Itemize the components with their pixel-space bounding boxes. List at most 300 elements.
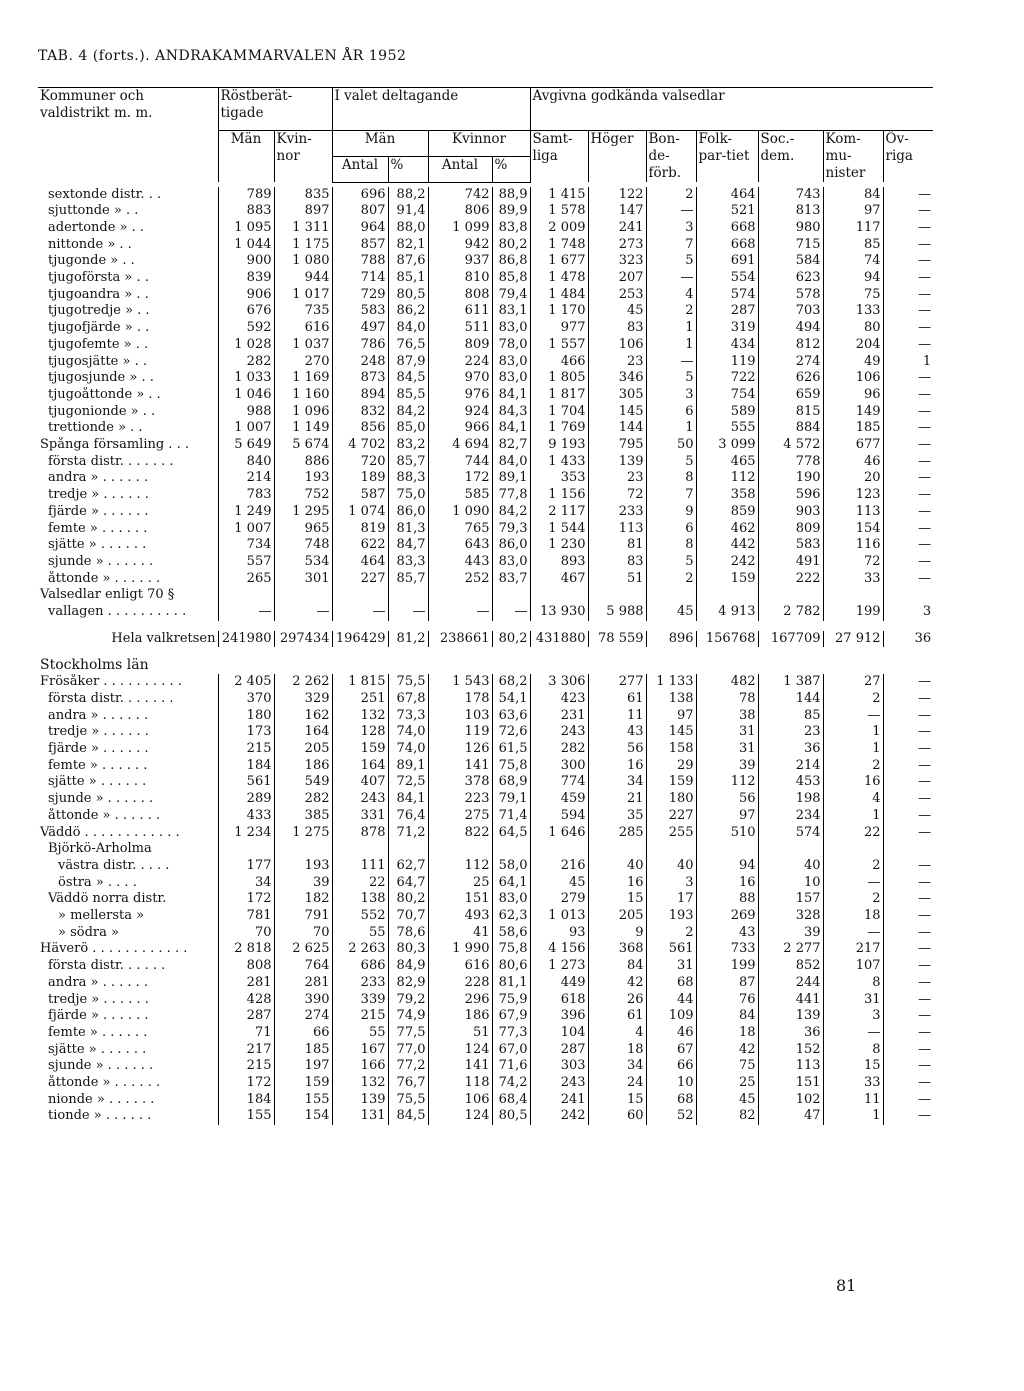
table-cell: 886 [274,454,332,471]
table-cell: 942 [428,237,492,254]
table-cell: 301 [274,571,332,588]
table-row [38,992,933,1009]
table-row [38,741,933,758]
table-cell: 83,0 [492,891,530,908]
table-cell: 83,0 [492,320,530,337]
table-cell: 677 [823,437,883,454]
row-label: fjärde » . . . . . . [48,503,149,519]
table-cell: 178 [428,691,492,708]
table-cell: 172 [428,470,492,487]
table-row [38,370,933,387]
table-cell: 594 [530,808,588,825]
table-cell: 83 [588,554,646,571]
table-cell: 15 [588,1092,646,1109]
table-cell: 46 [646,1025,696,1042]
table-cell: 832 [332,404,388,421]
table-cell: 89,1 [388,758,428,775]
table-cell: 733 [696,941,758,958]
table-cell: 5 [646,253,696,270]
table-cell: 241 [588,220,646,237]
row-label: tjugonde » . . [48,253,135,269]
table-row [38,1092,933,1109]
table-cell: 840 [218,454,274,471]
table-cell: — [492,604,530,621]
table-cell: 83,8 [492,220,530,237]
table-cell: 2 625 [274,941,332,958]
table-cell: 106 [823,370,883,387]
table-cell: 287 [696,303,758,320]
table-cell: 897 [274,203,332,220]
table-cell: 85,7 [388,454,428,471]
table-cell: 297434 [274,631,332,648]
table-cell: 2 782 [758,604,823,621]
table-cell: 113 [588,521,646,538]
table-cell: 9 [646,504,696,521]
table-cell: 431880 [530,631,588,648]
row-label: första distr. . . . . . . [48,453,174,469]
table-cell: 84 [588,958,646,975]
table-cell: 36 [758,1025,823,1042]
table-cell: 578 [758,287,823,304]
table-cell: — [883,253,933,270]
table-cell: — [883,270,933,287]
table-cell: 552 [332,908,388,925]
table-row [38,387,933,404]
table-cell: 117 [823,220,883,237]
table-row [38,1042,933,1059]
table-cell: 243 [332,791,388,808]
table-row [38,420,933,437]
table-cell: — [646,203,696,220]
table-cell: — [823,1025,883,1042]
table-cell: — [883,875,933,892]
table-cell: 1 249 [218,504,274,521]
table-cell: 132 [332,1075,388,1092]
table-cell: 88,3 [388,470,428,487]
table-cell: 63,6 [492,708,530,725]
table-cell: 107 [823,958,883,975]
table-cell: 55 [332,925,388,942]
table-cell: 84,3 [492,404,530,421]
table-row [38,220,933,237]
row-label: tjugosjätte » . . [48,353,147,369]
table-cell: 113 [823,504,883,521]
table-cell: 83,0 [492,370,530,387]
row-label: tjugotredje » . . [48,303,150,319]
table-cell: 164 [332,758,388,775]
table-cell: 118 [428,1075,492,1092]
table-cell: 453 [758,774,823,791]
row-label: sextonde distr. . . [48,186,162,202]
table-cell: 2 262 [274,674,332,691]
table-cell: 198 [758,791,823,808]
table-cell: 287 [530,1042,588,1059]
table-cell: 138 [646,691,696,708]
table-cell: 1 [646,337,696,354]
table-cell: 10 [646,1075,696,1092]
table-cell: 82 [696,1108,758,1125]
table-row [38,437,933,454]
table-cell: — [883,1008,933,1025]
table-cell: 3 [883,604,933,621]
table-cell: 207 [588,270,646,287]
table-cell: 1 160 [274,387,332,404]
table-cell: — [883,487,933,504]
table-cell: 407 [332,774,388,791]
table-cell: 434 [696,337,758,354]
table-cell: 97 [696,808,758,825]
table-cell: 16 [696,875,758,892]
table-cell: 102 [758,1092,823,1109]
table-cell: 900 [218,253,274,270]
table-cell: 173 [218,724,274,741]
table-cell: 734 [218,537,274,554]
table-cell: 88,2 [388,187,428,204]
table-cell: 585 [428,487,492,504]
table-cell: 1 275 [274,825,332,842]
table-cell: 852 [758,958,823,975]
table-row [38,487,933,504]
table-cell: 80,6 [492,958,530,975]
table-cell [758,587,823,604]
table-cell: 84 [696,1008,758,1025]
table-cell: 58,0 [492,858,530,875]
table-cell: 70 [274,925,332,942]
table-cell: 1 805 [530,370,588,387]
table-cell: 167709 [758,631,823,648]
table-cell: 164 [274,724,332,741]
table-cell: 554 [696,270,758,287]
table-cell: 50 [646,437,696,454]
header-avgivna: Avgivna godkända valsedlar [530,88,933,131]
row-label: andra » . . . . . . [48,974,149,990]
table-cell: 791 [274,908,332,925]
table-cell: 813 [758,203,823,220]
table-cell: 80,2 [492,237,530,254]
table-cell: 86,0 [388,504,428,521]
table-cell: 64,5 [492,825,530,842]
table-row [38,657,933,674]
table-row [38,404,933,421]
table-cell: 78,6 [388,925,428,942]
table-cell: 686 [332,958,388,975]
table-cell: 4 156 [530,941,588,958]
table-cell: 965 [274,521,332,538]
table-cell: 2 [823,858,883,875]
table-cell: 277 [588,674,646,691]
table-cell: 720 [332,454,388,471]
table-cell: 141 [428,1058,492,1075]
table-cell: 980 [758,220,823,237]
table-row [38,891,933,908]
table-row [38,587,933,604]
table-cell: — [883,437,933,454]
table-cell: 616 [428,958,492,975]
table-cell: 227 [332,571,388,588]
table-row [38,303,933,320]
table-cell: 815 [758,404,823,421]
table-cell: 765 [428,521,492,538]
table-cell: 49 [823,354,883,371]
table-cell: 80 [823,320,883,337]
table-cell: 893 [530,554,588,571]
table-cell: 703 [758,303,823,320]
row-label: fjärde » . . . . . . [48,1008,149,1024]
row-label: » södra » [58,924,119,940]
row-label: sjunde » . . . . . . [48,553,154,569]
table-cell: 241 [530,1092,588,1109]
table-cell: 1 748 [530,237,588,254]
table-cell: 1 149 [274,420,332,437]
table-row [38,631,933,648]
row-label: nittonde » . . [48,236,132,252]
table-cell: 561 [218,774,274,791]
table-cell: — [883,992,933,1009]
table-cell: 94 [823,270,883,287]
table-row [38,774,933,791]
table-cell: 587 [332,487,388,504]
table-cell: 1 273 [530,958,588,975]
table-cell: 896 [646,631,696,648]
table-cell: 106 [428,1092,492,1109]
table-row [38,875,933,892]
table-cell: 510 [696,825,758,842]
row-label: sjätte » . . . . . . [48,537,147,553]
table-cell: 104 [530,1025,588,1042]
table-cell: 74,2 [492,1075,530,1092]
table-cell: 25 [696,1075,758,1092]
table-cell: 124 [428,1108,492,1125]
table-cell: 55 [332,1025,388,1042]
table-cell: 5 988 [588,604,646,621]
table-cell: 248 [332,354,388,371]
table-cell: 11 [588,708,646,725]
table-cell: 155 [218,1108,274,1125]
table-cell: 903 [758,504,823,521]
table-cell: 358 [696,487,758,504]
table-cell: 534 [274,554,332,571]
table-cell: 233 [588,504,646,521]
table-cell: 857 [332,237,388,254]
table-cell: 1 156 [530,487,588,504]
table-cell: 87,9 [388,354,428,371]
table-cell: 788 [332,253,388,270]
table-cell: 83,7 [492,571,530,588]
table-cell: 18 [823,908,883,925]
table-cell: 75,8 [492,758,530,775]
table-cell: 1 [823,724,883,741]
table-cell: 76,5 [388,337,428,354]
table-cell: 177 [218,858,274,875]
table-cell: 144 [588,420,646,437]
row-label: tjugonionde » . . [48,403,156,419]
table-cell: 10 [758,875,823,892]
table-cell: 162 [274,708,332,725]
table-cell: 33 [823,571,883,588]
table-cell: 182 [274,891,332,908]
table-cell [696,841,758,858]
table-cell: 4 702 [332,437,388,454]
table-cell: 819 [332,521,388,538]
table-row [38,1058,933,1075]
table-cell: — [883,908,933,925]
table-cell: 89,9 [492,203,530,220]
table-cell: 26 [588,992,646,1009]
table-cell [588,841,646,858]
table-cell: 668 [696,237,758,254]
table-cell: 128 [332,724,388,741]
table-cell: 79,1 [492,791,530,808]
table-row [38,320,933,337]
table-cell: 42 [696,1042,758,1059]
table-row [38,1075,933,1092]
table-cell: 466 [530,354,588,371]
table-cell: 68,9 [492,774,530,791]
table-cell: — [646,270,696,287]
table-cell: 82,7 [492,437,530,454]
table-cell: 835 [274,187,332,204]
header-ovriga: Öv-riga [883,131,933,183]
table-cell: 77,0 [388,1042,428,1059]
header-folkpartiet: Folk-par-tiet [696,131,758,183]
table-cell: 282 [218,354,274,371]
table-cell: 77,8 [492,487,530,504]
table-cell: 1 295 [274,504,332,521]
table-cell: 1 311 [274,220,332,237]
table-cell [758,841,823,858]
table-cell: 227 [646,808,696,825]
table-cell: 1 433 [530,454,588,471]
row-label: Väddö norra distr. [48,891,167,907]
table-cell: 23 [588,354,646,371]
table-cell: 783 [218,487,274,504]
row-label: trettionde » . . [48,420,143,436]
table-cell: 223 [428,791,492,808]
table-cell: 31 [696,724,758,741]
table-cell: — [883,571,933,588]
table-cell: 521 [696,203,758,220]
table-cell: — [332,604,388,621]
row-label: nionde » . . . . . . [48,1091,155,1107]
table-cell: 555 [696,420,758,437]
table-cell: — [883,554,933,571]
table-cell: 86,2 [388,303,428,320]
table-cell: 76,4 [388,808,428,825]
table-cell: 668 [696,220,758,237]
row-label: första distr. . . . . . [48,958,166,974]
header-kvinnor-pct: % [492,156,530,182]
table-cell: 77,3 [492,1025,530,1042]
table-cell: — [883,320,933,337]
table-cell [332,841,388,858]
table-cell: 748 [274,537,332,554]
table-cell: 17 [646,891,696,908]
header-bondeforb: Bon-de-förb. [646,131,696,183]
table-cell: 83,3 [388,554,428,571]
table-cell: 67,8 [388,691,428,708]
table-cell: 6 [646,521,696,538]
table-cell: 16 [588,875,646,892]
table-cell: 68,4 [492,1092,530,1109]
table-cell: 353 [530,470,588,487]
table-cell: 4 694 [428,437,492,454]
table-cell: 85,8 [492,270,530,287]
table-cell: 82,1 [388,237,428,254]
table-cell: — [883,387,933,404]
table-cell [883,841,933,858]
table-cell: 45 [696,1092,758,1109]
table-cell: 111 [332,858,388,875]
table-cell: 390 [274,992,332,1009]
table-cell: — [883,1058,933,1075]
table-cell: 34 [588,1058,646,1075]
table-cell: 74,9 [388,1008,428,1025]
table-cell: — [274,604,332,621]
table-cell: 154 [274,1108,332,1125]
row-label: sjätte » . . . . . . [48,1041,147,1057]
table-cell: 41 [428,925,492,942]
row-label: åttonde » . . . . . . [48,570,161,586]
table-cell: — [883,287,933,304]
table-cell: — [883,1108,933,1125]
table-row [38,253,933,270]
table-cell: 15 [823,1058,883,1075]
table-cell: — [883,420,933,437]
table-cell: 883 [218,203,274,220]
header-deltagande-man: Män [332,131,428,157]
table-cell: 323 [588,253,646,270]
table-cell: 752 [274,487,332,504]
table-cell: 71 [218,1025,274,1042]
table-cell: 85,5 [388,387,428,404]
table-cell: 199 [696,958,758,975]
table-cell: — [883,891,933,908]
table-cell: 123 [823,487,883,504]
table-cell: 88,0 [388,220,428,237]
table-cell: 722 [696,370,758,387]
table-cell: 71,2 [388,825,428,842]
table-cell: 5 674 [274,437,332,454]
table-cell: 132 [332,708,388,725]
table-cell: 190 [758,470,823,487]
table-cell: 81 [588,537,646,554]
table-cell: 83 [588,320,646,337]
table-cell: 1 170 [530,303,588,320]
page-number: 81 [836,1276,857,1295]
table-cell: 2 [823,891,883,908]
table-cell: 329 [274,691,332,708]
row-label: andra » . . . . . . [48,470,149,486]
table-cell: 205 [588,908,646,925]
table-cell: 78,0 [492,337,530,354]
table-cell: 51 [588,571,646,588]
table-cell: 193 [646,908,696,925]
table-cell: 184 [218,758,274,775]
table-cell: 1 [883,354,933,371]
table-cell: 812 [758,337,823,354]
table-cell: 589 [696,404,758,421]
table-cell: — [883,1075,933,1092]
table-cell: — [883,1042,933,1059]
table-cell: 36 [883,631,933,648]
table-cell: 2 818 [218,941,274,958]
table-cell: 87 [696,975,758,992]
table-cell: 215 [218,1058,274,1075]
table-cell: 1 543 [428,674,492,691]
table-cell: — [883,521,933,538]
row-label: tjugoåttonde » . . [48,386,161,402]
table-cell: 75,9 [492,992,530,1009]
